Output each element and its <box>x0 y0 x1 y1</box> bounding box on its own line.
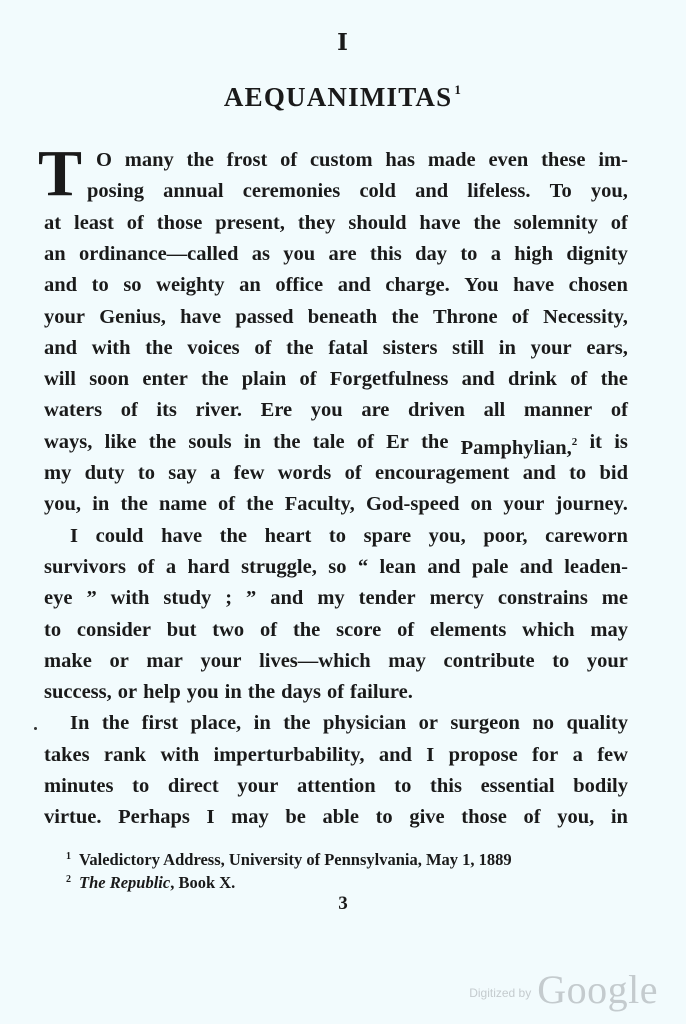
word: the <box>600 368 628 391</box>
word: Ere <box>260 399 293 422</box>
word: study <box>163 587 212 610</box>
word: “ <box>357 555 369 578</box>
word: the <box>246 493 274 516</box>
word: lives—which <box>259 649 371 672</box>
word: and <box>522 462 556 484</box>
word: to <box>137 462 155 484</box>
word: the <box>101 712 130 735</box>
word: present, <box>215 211 285 234</box>
word: careworn <box>545 524 628 547</box>
word: will <box>44 368 76 391</box>
title-footnote-marker: 1 <box>454 82 463 97</box>
word: ceremonies <box>242 180 341 203</box>
word: are <box>361 399 390 422</box>
word: with <box>110 587 150 610</box>
word: ordinance—called <box>78 242 239 265</box>
word: all <box>483 399 506 422</box>
word: the <box>120 493 148 516</box>
word: few <box>597 743 628 766</box>
word: you <box>283 242 316 265</box>
word: to <box>91 274 109 297</box>
word: at <box>44 211 62 234</box>
word: words <box>277 462 332 484</box>
footnote-1-marker: 1 <box>66 851 71 862</box>
word: to <box>375 806 393 829</box>
word: you <box>310 399 343 422</box>
word: the <box>273 430 301 453</box>
margin-mark <box>34 727 37 730</box>
word: make <box>44 649 92 672</box>
word: which <box>522 618 575 641</box>
word: takes <box>44 743 90 766</box>
word: sisters <box>382 336 438 359</box>
word: to <box>132 775 150 797</box>
word: hard <box>187 555 230 578</box>
word: Necessity, <box>543 305 628 328</box>
word: or <box>418 712 438 735</box>
text-line <box>44 461 628 485</box>
word: mercy <box>429 587 484 610</box>
word: is <box>614 430 628 453</box>
word: propose <box>448 743 518 766</box>
word: Er <box>386 430 409 453</box>
word: essential <box>480 775 555 797</box>
word: the <box>421 430 449 453</box>
word: and <box>427 555 461 578</box>
word: even <box>488 149 529 171</box>
word: of <box>610 399 628 422</box>
word: a <box>572 743 583 766</box>
word: ears, <box>586 336 628 359</box>
word: custom <box>309 149 373 171</box>
text-line <box>44 336 628 360</box>
word: may <box>231 806 269 829</box>
footnote-2-marker: 2 <box>66 874 71 885</box>
text-line <box>96 148 628 172</box>
word: to <box>394 775 412 797</box>
word: the <box>473 211 501 234</box>
word: no <box>532 712 555 735</box>
word: Pamphylian,$^2$ <box>460 435 578 459</box>
word: in <box>224 681 242 704</box>
word: the <box>145 336 173 359</box>
word: bodily <box>573 775 628 797</box>
word: for <box>532 743 559 766</box>
word: manner <box>523 399 593 422</box>
word: journey. <box>555 493 628 516</box>
word: your <box>200 649 242 672</box>
text-line <box>44 586 628 610</box>
word: these <box>541 149 586 171</box>
word: its <box>156 399 177 422</box>
word: your <box>503 493 545 516</box>
word: soon <box>89 368 130 391</box>
word: direct <box>167 775 219 797</box>
footnote-2-italic: The Republic <box>79 873 171 892</box>
word: the <box>391 305 419 328</box>
word: or <box>109 649 129 672</box>
word: pale <box>471 555 509 578</box>
text-line <box>44 649 628 673</box>
word: help <box>143 681 181 704</box>
word: least <box>74 211 114 234</box>
word: so <box>328 555 347 578</box>
word: to <box>460 242 478 265</box>
text-line <box>44 774 628 798</box>
word: and <box>519 555 553 578</box>
word: may <box>590 618 628 641</box>
word: You <box>464 274 499 297</box>
word: struggle, <box>241 555 317 578</box>
word: posing <box>87 180 144 203</box>
word: duty <box>84 462 125 484</box>
word: dignity <box>566 242 628 265</box>
word: attention <box>297 775 376 797</box>
word: the <box>186 149 214 171</box>
word: and <box>270 587 304 610</box>
word: passed <box>235 305 294 328</box>
word: like <box>104 430 137 453</box>
word: have <box>161 524 203 547</box>
word: voices <box>187 336 240 359</box>
drop-cap: T <box>38 137 83 210</box>
word: of <box>299 368 317 391</box>
word: or <box>117 681 138 704</box>
word: I <box>206 806 215 829</box>
word: of <box>356 430 374 453</box>
word: leaden- <box>564 555 628 578</box>
word: to <box>569 462 587 484</box>
footnote-1 <box>66 847 512 867</box>
word: a <box>165 555 177 578</box>
word: failure. <box>350 681 413 704</box>
word: quality <box>566 712 628 735</box>
word: God-speed <box>365 493 460 516</box>
google-logo-text: Google <box>537 967 658 1012</box>
word: of <box>344 462 362 484</box>
word: made <box>427 149 476 171</box>
word: it <box>589 430 602 453</box>
word: To <box>549 180 572 203</box>
word: eye <box>44 587 73 610</box>
word: an <box>44 242 66 265</box>
word: the <box>201 368 229 391</box>
text-line <box>70 711 628 735</box>
word: say <box>168 462 197 484</box>
word: plain <box>241 368 287 391</box>
word: of <box>217 493 236 516</box>
word: Perhaps <box>118 806 190 829</box>
word: have <box>419 211 461 234</box>
word: and <box>44 274 78 297</box>
word: two <box>212 618 245 641</box>
word: poor, <box>483 524 528 547</box>
word: of <box>326 681 345 704</box>
word: me <box>601 587 628 610</box>
word: lifeless. <box>467 180 531 203</box>
text-line <box>44 430 628 459</box>
text-line <box>70 524 628 548</box>
inline-footnote-marker: 2 <box>571 435 578 448</box>
word: still <box>452 336 485 359</box>
word: of <box>137 555 155 578</box>
word: a <box>210 462 221 484</box>
word: ; <box>225 587 233 610</box>
text-line <box>44 367 628 391</box>
word: an <box>239 274 261 297</box>
word: you, <box>590 180 628 203</box>
word: day <box>415 242 447 265</box>
word: many <box>124 149 174 171</box>
text-line <box>44 305 628 329</box>
word: first <box>141 712 179 735</box>
word: of <box>610 211 628 234</box>
word: a <box>490 242 501 265</box>
word: this <box>369 242 402 265</box>
chapter-title-text: AEQUANIMITAS <box>223 82 453 112</box>
word: you, <box>44 493 82 516</box>
word: physician <box>322 712 407 735</box>
word: elements <box>430 618 507 641</box>
word: of <box>126 211 144 234</box>
word: you <box>186 681 219 704</box>
word: so <box>123 274 142 297</box>
chapter-number: I <box>337 29 349 56</box>
word: few <box>233 462 265 484</box>
word: Throne <box>432 305 498 328</box>
word: those <box>156 211 203 234</box>
word: minutes <box>44 775 114 797</box>
word: your <box>237 775 279 797</box>
word: the <box>219 524 247 547</box>
word: name <box>158 493 207 516</box>
word: chosen <box>568 274 628 297</box>
word: of <box>120 399 138 422</box>
word: surgeon <box>450 712 520 735</box>
text-line <box>44 743 628 767</box>
word: my <box>317 587 345 610</box>
word: have <box>513 274 555 297</box>
word: mar <box>146 649 183 672</box>
word: ” <box>86 587 97 610</box>
word: in <box>498 336 516 359</box>
text-line <box>44 242 628 266</box>
word: heart <box>264 524 312 547</box>
word: beneath <box>307 305 378 328</box>
word: your <box>586 649 628 672</box>
word: survivors <box>44 555 126 578</box>
word: high <box>514 242 554 265</box>
word: on <box>470 493 493 516</box>
word: has <box>385 149 416 171</box>
word: imperturbability, <box>213 743 365 766</box>
word: Faculty, <box>284 493 355 516</box>
word: of <box>523 806 541 829</box>
word: rank <box>103 743 147 766</box>
word: In <box>70 712 90 735</box>
word: place, <box>190 712 242 735</box>
word: my <box>44 462 72 484</box>
word: the <box>283 712 311 735</box>
word: with <box>91 336 131 359</box>
word: those <box>461 806 507 829</box>
word: cold <box>359 180 396 203</box>
watermark-prefix: Digitized by <box>469 986 532 1000</box>
text-line <box>44 805 628 829</box>
text-line <box>44 211 628 235</box>
word: contribute <box>443 649 535 672</box>
word: give <box>409 806 445 829</box>
word: enter <box>142 368 188 391</box>
word: ways, <box>44 430 93 453</box>
word: the <box>148 430 177 453</box>
word: you, <box>557 806 595 829</box>
word: lean <box>379 555 416 578</box>
page-number: 3 <box>338 893 348 914</box>
word: virtue. <box>44 806 102 829</box>
word: this <box>430 775 462 797</box>
word: drink <box>507 368 557 391</box>
word: O <box>96 149 112 171</box>
word: solemnity <box>513 211 598 234</box>
word: could <box>95 524 144 547</box>
word: tender <box>358 587 416 610</box>
word: to <box>44 618 62 641</box>
word: as <box>251 242 270 265</box>
word: should <box>348 211 407 234</box>
footnote-2 <box>66 870 235 890</box>
word: ” <box>246 587 257 610</box>
word: be <box>285 806 306 829</box>
text-line <box>87 179 628 203</box>
word: and <box>378 743 412 766</box>
text-line <box>44 398 628 422</box>
word: souls <box>188 430 232 453</box>
word: the <box>286 336 314 359</box>
word: and <box>415 180 449 203</box>
word: tale <box>312 430 345 453</box>
word: of <box>397 618 415 641</box>
word: weighty <box>156 274 225 297</box>
word: frost <box>226 149 268 171</box>
word: office <box>275 274 324 297</box>
word: and <box>44 336 78 359</box>
word: bid <box>599 462 628 484</box>
word: annual <box>163 180 224 203</box>
footnote-2-text: , Book X. <box>170 873 236 892</box>
word: spare <box>363 524 412 547</box>
word: may <box>388 649 426 672</box>
word: they <box>297 211 336 234</box>
word: to <box>328 524 346 547</box>
word: you, <box>428 524 466 547</box>
text-line <box>44 273 628 297</box>
word: in <box>92 493 110 516</box>
word: Genius, <box>99 305 166 328</box>
word: of <box>570 368 588 391</box>
word: able <box>322 806 359 829</box>
word: score <box>336 618 382 641</box>
word: consider <box>76 618 151 641</box>
word: waters <box>44 399 103 422</box>
digitized-watermark <box>469 966 658 1013</box>
word: in <box>243 430 261 453</box>
text-line <box>44 680 628 704</box>
word: days <box>281 681 321 704</box>
word: the <box>247 681 276 704</box>
word: fatal <box>328 336 369 359</box>
footnote-1-text: Valedictory Address, University of Pennsylvania, May 1, 1889 <box>79 850 512 869</box>
text-line <box>44 618 628 642</box>
word: and <box>337 274 371 297</box>
word: of <box>254 336 272 359</box>
word: of <box>511 305 529 328</box>
word: the <box>292 618 321 641</box>
word: in <box>610 806 628 829</box>
word: constrains <box>497 587 588 610</box>
word: river. <box>195 399 243 422</box>
word: of <box>280 149 298 171</box>
word: are <box>328 242 357 265</box>
word: have <box>180 305 222 328</box>
word: to <box>552 649 570 672</box>
chapter-title <box>0 82 686 113</box>
word: your <box>44 305 85 328</box>
text-line <box>44 492 628 516</box>
word: but <box>166 618 197 641</box>
word: Forgetfulness <box>329 368 449 391</box>
word: and <box>461 368 495 391</box>
text-line <box>44 555 628 579</box>
word: I <box>426 743 435 766</box>
word: in <box>253 712 271 735</box>
word: with <box>160 743 200 766</box>
word: of <box>260 618 278 641</box>
word: encouragement <box>375 462 510 484</box>
word: driven <box>408 399 465 422</box>
word: success, <box>44 681 112 704</box>
word: I <box>70 524 78 547</box>
word: your <box>530 336 572 359</box>
word: charge. <box>385 274 450 297</box>
word: im- <box>598 149 628 171</box>
